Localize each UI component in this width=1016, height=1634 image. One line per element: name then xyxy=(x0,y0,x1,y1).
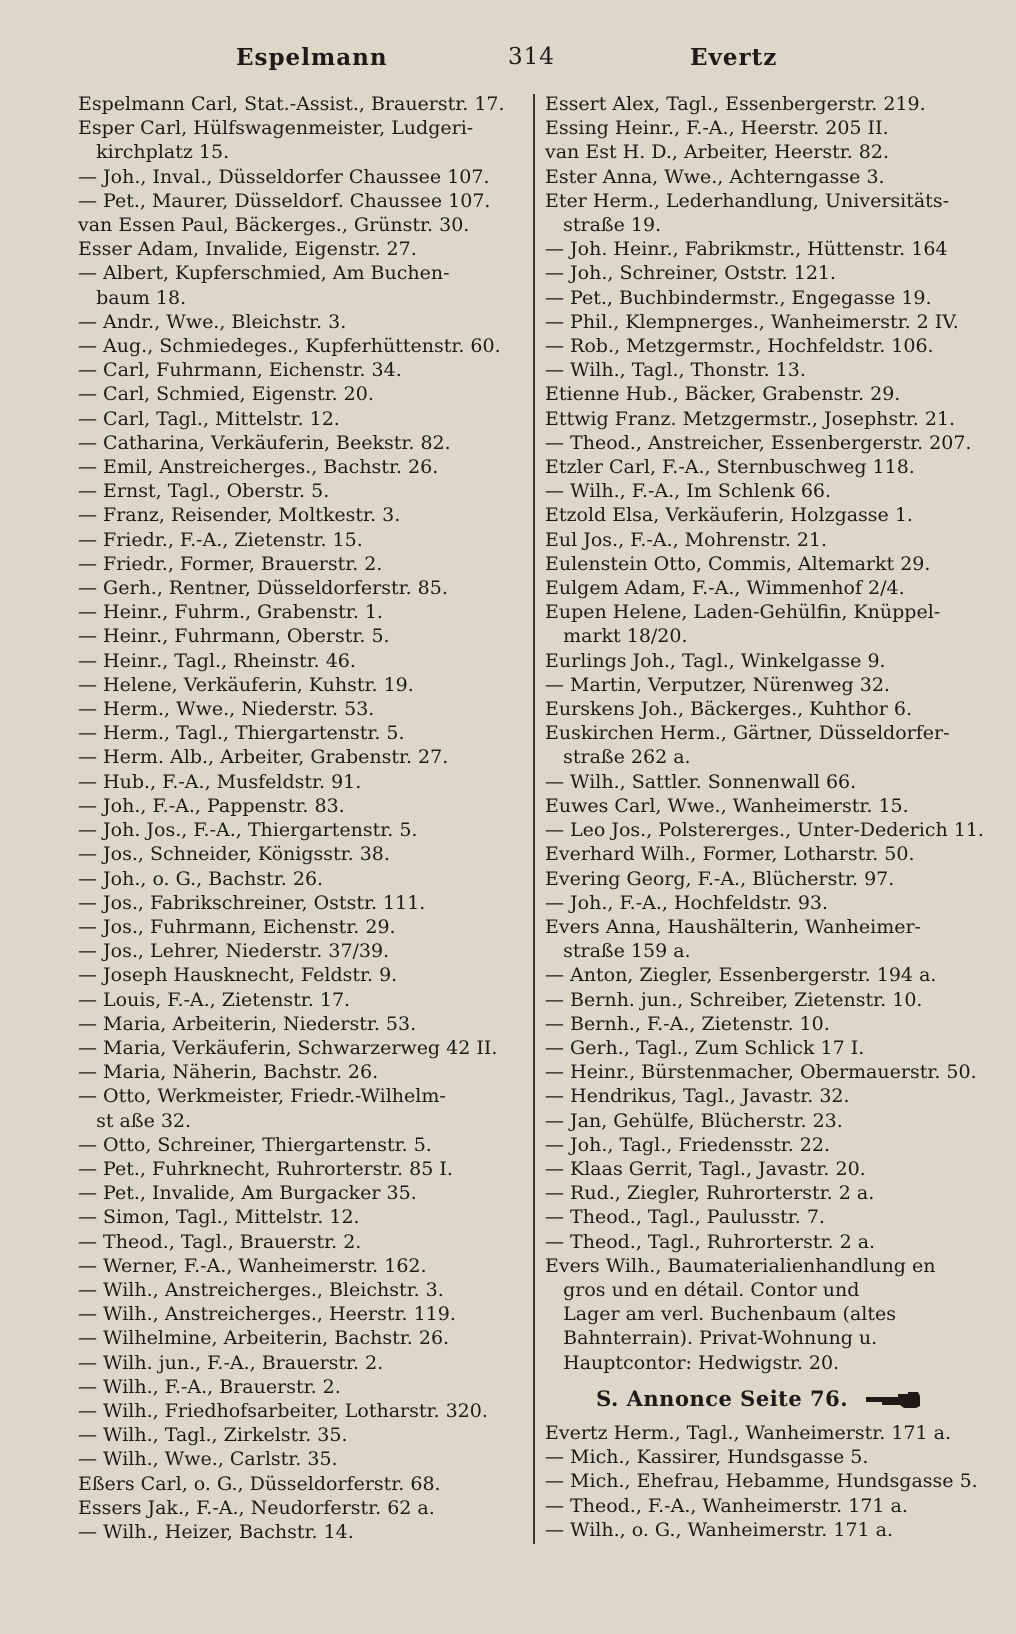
left-column xyxy=(78,92,510,1544)
directory-entry: Evertz Herm., Tagl., Wanheimerstr. 171 a. xyxy=(545,1421,952,1444)
directory-entry: — Wilh., Tagl., Thonstr. 13. xyxy=(545,359,806,382)
directory-entry: — Pet., Buchbindermstr., Engegasse 19. xyxy=(545,286,932,309)
directory-entry: — Heinr., Bürstenmacher, Obermauerstr. 50. xyxy=(545,1061,977,1084)
directory-entry: Evers Wilh., Baumaterialienhandlung en xyxy=(545,1254,936,1277)
directory-entry: — Emil, Anstreicherges., Bachstr. 26. xyxy=(78,456,439,479)
directory-entry: Evering Georg, F.-A., Blücherstr. 97. xyxy=(545,867,895,890)
directory-entry: — Helene, Verkäuferin, Kuhstr. 19. xyxy=(78,673,414,696)
directory-entry: — Joh., F.-A., Hochfeldstr. 93. xyxy=(545,891,829,914)
directory-entry: Esser Adam, Invalide, Eigenstr. 27. xyxy=(78,238,417,261)
directory-entry: — Wilhelmine, Arbeiterin, Bachstr. 26. xyxy=(78,1327,450,1350)
directory-entry: Etzler Carl, F.-A., Sternbuschweg 118. xyxy=(545,456,915,479)
directory-entry: — Martin, Verputzer, Nürenweg 32. xyxy=(545,673,890,696)
page-header xyxy=(0,44,1016,78)
directory-entry: — Bernh., F.-A., Zietenstr. 10. xyxy=(545,1012,830,1035)
directory-entry: — Wilh., Anstreicherges., Bleichstr. 3. xyxy=(78,1278,444,1301)
directory-entry: — Catharina, Verkäuferin, Beekstr. 82. xyxy=(78,431,451,454)
directory-entry: — Theod., Tagl., Paulusstr. 7. xyxy=(545,1206,825,1229)
column-divider xyxy=(533,94,535,1544)
directory-entry: — Pet., Maurer, Düsseldorf. Chaussee 107. xyxy=(78,189,491,212)
directory-entry: — Werner, F.-A., Wanheimerstr. 162. xyxy=(78,1254,427,1277)
directory-entry: — Wilh., Tagl., Zirkelstr. 35. xyxy=(78,1424,348,1447)
directory-entry: Etienne Hub., Bäcker, Grabenstr. 29. xyxy=(545,383,901,406)
directory-entry: — Maria, Verkäuferin, Schwarzerweg 42 II. xyxy=(78,1036,498,1059)
directory-entry: — Joh., Inval., Düsseldorfer Chaussee 107. xyxy=(78,165,490,188)
directory-entry: — Louis, F.-A., Zietenstr. 17. xyxy=(78,988,351,1011)
directory-entry: Euwes Carl, Wwe., Wanheimerstr. 15. xyxy=(545,794,909,817)
directory-entry: — Wilh., Wwe., Carlstr. 35. xyxy=(78,1448,338,1471)
directory-entry: — Theod., Tagl., Ruhrorterstr. 2 a. xyxy=(545,1230,876,1253)
annonce-text: S. Annonce Seite 76. xyxy=(596,1385,849,1411)
directory-entry: — Klaas Gerrit, Tagl., Javastr. 20. xyxy=(545,1157,866,1180)
directory-entry: kirchplatz 15. xyxy=(78,141,230,164)
directory-entry: Etzold Elsa, Verkäuferin, Holzgasse 1. xyxy=(545,504,913,527)
directory-entry: Eul Jos., F.-A., Mohrenstr. 21. xyxy=(545,528,828,551)
directory-entry: — Maria, Näherin, Bachstr. 26. xyxy=(78,1061,379,1084)
directory-entry: — Herm. Alb., Arbeiter, Grabenstr. 27. xyxy=(78,746,449,769)
directory-entry: van Essen Paul, Bäckerges., Grünstr. 30. xyxy=(78,214,470,237)
directory-entry: Eulgem Adam, F.-A., Wimmenhof 2/4. xyxy=(545,577,905,600)
directory-entry: — Maria, Arbeiterin, Niederstr. 53. xyxy=(78,1012,417,1035)
directory-entry: — Carl, Schmied, Eigenstr. 20. xyxy=(78,383,374,406)
directory-entry: — Aug., Schmiedeges., Kupferhüttenstr. 60. xyxy=(78,335,501,358)
directory-entry: — Theod., F.-A., Wanheimerstr. 171 a. xyxy=(545,1494,908,1517)
right-column xyxy=(545,92,984,1542)
directory-entry: — Pet., Fuhrknecht, Ruhrorterstr. 85 I. xyxy=(78,1157,453,1180)
directory-entry: — Mich., Ehefrau, Hebamme, Hundsgasse 5. xyxy=(545,1470,978,1493)
directory-entry: straße 159 a. xyxy=(545,940,691,963)
directory-entry: st aße 32. xyxy=(78,1109,192,1132)
directory-entry: Essers Jak., F.-A., Neudorferstr. 62 a. xyxy=(78,1496,435,1519)
directory-entry: — Gerh., Tagl., Zum Schlick 17 I. xyxy=(545,1036,865,1059)
directory-entry: — Carl, Tagl., Mittelstr. 12. xyxy=(78,407,340,430)
directory-entry: — Joh. Jos., F.-A., Thiergartenstr. 5. xyxy=(78,819,418,842)
directory-entry: Eter Herm., Lederhandlung, Universitäts- xyxy=(545,189,949,212)
directory-entry: — Joh., Tagl., Friedensstr. 22. xyxy=(545,1133,830,1156)
annonce-notice xyxy=(545,1387,973,1411)
directory-entry: baum 18. xyxy=(78,286,187,309)
directory-entry: — Wilh., Anstreicherges., Heerstr. 119. xyxy=(78,1303,456,1326)
directory-entry: — Otto, Schreiner, Thiergartenstr. 5. xyxy=(78,1133,432,1156)
directory-entry: — Wilh., F.-A., Brauerstr. 2. xyxy=(78,1375,341,1398)
directory-entry: — Wilh., Heizer, Bachstr. 14. xyxy=(78,1520,354,1543)
directory-entry: — Carl, Fuhrmann, Eichenstr. 34. xyxy=(78,359,402,382)
directory-entry: — Friedr., F.-A., Zietenstr. 15. xyxy=(78,528,363,551)
directory-entry: — Friedr., Former, Brauerstr. 2. xyxy=(78,552,383,575)
directory-entry: Lager am verl. Buchenbaum (altes xyxy=(545,1303,896,1326)
directory-entry: — Herm., Wwe., Niederstr. 53. xyxy=(78,698,375,721)
directory-entry: — Heinr., Fuhrmann, Oberstr. 5. xyxy=(78,625,390,648)
directory-entry: Eulenstein Otto, Commis, Altemarkt 29. xyxy=(545,552,931,575)
directory-entry: Eurskens Joh., Bäckerges., Kuhthor 6. xyxy=(545,698,912,721)
directory-entry: — Joh. Heinr., Fabrikmstr., Hüttenstr. 164 xyxy=(545,238,948,261)
directory-entry: — Pet., Invalide, Am Burgacker 35. xyxy=(78,1182,417,1205)
directory-entry: — Joh., o. G., Bachstr. 26. xyxy=(78,867,324,890)
directory-entry: — Herm., Tagl., Thiergartenstr. 5. xyxy=(78,722,405,745)
directory-entry: Essing Heinr., F.-A., Heerstr. 205 II. xyxy=(545,117,889,140)
directory-entry: straße 262 a. xyxy=(545,746,691,769)
header-right-word: Evertz xyxy=(690,44,778,71)
directory-entry: — Franz, Reisender, Moltkestr. 3. xyxy=(78,504,401,527)
directory-entry: — Anton, Ziegler, Essenbergerstr. 194 a. xyxy=(545,964,937,987)
directory-entry: — Phil., Klempnerges., Wanheimerstr. 2 IV. xyxy=(545,310,959,333)
directory-entry: — Otto, Werkmeister, Friedr.-Wilhelm- xyxy=(78,1085,446,1108)
directory-entry: — Jos., Schneider, Königsstr. 38. xyxy=(78,843,390,866)
directory-entry: — Rob., Metzgermstr., Hochfeldstr. 106. xyxy=(545,335,934,358)
directory-entry: — Wilh., o. G., Wanheimerstr. 171 a. xyxy=(545,1518,894,1541)
directory-entry: Evers Anna, Haushälterin, Wanheimer- xyxy=(545,915,921,938)
header-left-word: Espelmann xyxy=(236,44,388,71)
directory-entry: — Hub., F.-A., Musfeldstr. 91. xyxy=(78,770,362,793)
directory-entry: — Heinr., Fuhrm., Grabenstr. 1. xyxy=(78,601,383,624)
directory-entry: — Wilh., Friedhofsarbeiter, Lotharstr. 320. xyxy=(78,1399,488,1422)
right-column-bottom xyxy=(545,1421,978,1542)
directory-entry: straße 19. xyxy=(545,214,662,237)
directory-entry: — Leo Jos., Polstererges., Unter-Dederich 11. xyxy=(545,819,984,842)
directory-entry: markt 18/20. xyxy=(545,625,688,648)
directory-entry: Bahnterrain). Privat-Wohnung u. xyxy=(545,1327,878,1350)
right-column-top xyxy=(545,92,984,1375)
directory-entry: Ester Anna, Wwe., Achterngasse 3. xyxy=(545,165,885,188)
directory-entry: — Mich., Kassirer, Hundsgasse 5. xyxy=(545,1446,869,1469)
directory-entry: van Est H. D., Arbeiter, Heerstr. 82. xyxy=(545,141,890,164)
directory-entry: — Joh., Schreiner, Oststr. 121. xyxy=(545,262,837,285)
directory-entry: gros und en détail. Contor und xyxy=(545,1278,860,1301)
directory-entry: Esper Carl, Hülfswagenmeister, Ludgeri- xyxy=(78,117,474,140)
directory-entry: Everhard Wilh., Former, Lotharstr. 50. xyxy=(545,843,915,866)
directory-entry: Eurlings Joh., Tagl., Winkelgasse 9. xyxy=(545,649,886,672)
directory-entry: — Theod., Tagl., Brauerstr. 2. xyxy=(78,1230,362,1253)
directory-entry: — Wilh. jun., F.-A., Brauerstr. 2. xyxy=(78,1351,384,1374)
page-number: 314 xyxy=(508,44,555,70)
directory-entry: Eßers Carl, o. G., Düsseldorferstr. 68. xyxy=(78,1472,441,1495)
directory-entry: — Jos., Fabrikschreiner, Oststr. 111. xyxy=(78,891,426,914)
pointing-hand-icon xyxy=(864,1390,922,1410)
directory-entry: — Jan, Gehülfe, Blücherstr. 23. xyxy=(545,1109,843,1132)
directory-entry: — Ernst, Tagl., Oberstr. 5. xyxy=(78,480,330,503)
directory-entry: — Theod., Anstreicher, Essenbergerstr. 207. xyxy=(545,431,972,454)
directory-entry: — Heinr., Tagl., Rheinstr. 46. xyxy=(78,649,356,672)
directory-entry: — Bernh. jun., Schreiber, Zietenstr. 10. xyxy=(545,988,923,1011)
directory-entry: Hauptcontor: Hedwigstr. 20. xyxy=(545,1351,840,1374)
directory-entry: — Jos., Fuhrmann, Eichenstr. 29. xyxy=(78,915,396,938)
directory-entry: — Andr., Wwe., Bleichstr. 3. xyxy=(78,310,347,333)
directory-entry: — Gerh., Rentner, Düsseldorferstr. 85. xyxy=(78,577,448,600)
directory-entry: Eupen Helene, Laden-Gehülfin, Knüppel- xyxy=(545,601,941,624)
directory-entry: — Hendrikus, Tagl., Javastr. 32. xyxy=(545,1085,850,1108)
directory-entry: — Wilh., F.-A., Im Schlenk 66. xyxy=(545,480,832,503)
directory-entry: — Albert, Kupferschmied, Am Buchen- xyxy=(78,262,450,285)
directory-entry: — Rud., Ziegler, Ruhrorterstr. 2 a. xyxy=(545,1182,875,1205)
directory-entry: Ettwig Franz. Metzgermstr., Josephstr. 21. xyxy=(545,407,956,430)
directory-entry: Euskirchen Herm., Gärtner, Düsseldorfer- xyxy=(545,722,950,745)
directory-entry: — Jos., Lehrer, Niederstr. 37/39. xyxy=(78,940,390,963)
directory-entry: Espelmann Carl, Stat.-Assist., Brauerstr. 17. xyxy=(78,93,505,115)
directory-entry: — Joseph Hausknecht, Feldstr. 9. xyxy=(78,964,398,987)
directory-entry: — Joh., F.-A., Pappenstr. 83. xyxy=(78,794,345,817)
directory-entry: — Wilh., Sattler. Sonnenwall 66. xyxy=(545,770,857,793)
directory-entry: Essert Alex, Tagl., Essenbergerstr. 219. xyxy=(545,93,926,115)
directory-entry: — Simon, Tagl., Mittelstr. 12. xyxy=(78,1206,360,1229)
